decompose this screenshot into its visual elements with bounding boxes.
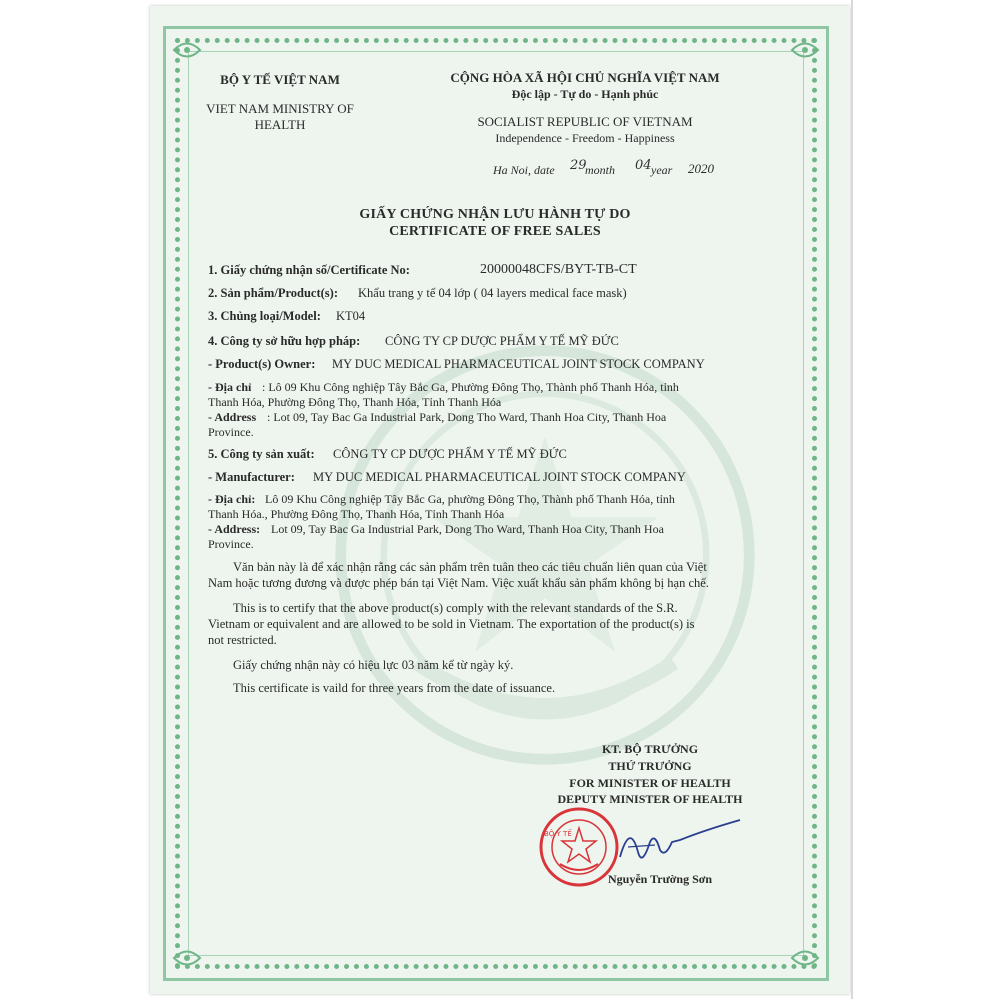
owner-vn-label: 4. Công ty sở hữu hợp pháp: [208, 334, 361, 348]
owner-address-vn-line1: : Lô 09 Khu Công nghiệp Tây Bắc Ga, Phường Đông Thọ, Thành phố Thanh Hóa, tỉnh [262, 380, 679, 394]
seal-text: BỘ Y TẾ [544, 830, 572, 838]
manufacturer-address-en-line1: Lot 09, Tay Bac Ga Industrial Park, Dong Tho Ward, Thanh Hoa City, Thanh Hoa [271, 522, 664, 536]
corner-ornament-icon [790, 943, 820, 973]
certificate-title-en: CERTIFICATE OF FREE SALES [389, 224, 601, 239]
model-label: 3. Chủng loại/Model: [208, 309, 321, 323]
signature-line2: THỨ TRƯỞNG [608, 759, 692, 773]
manufacturer-address-vn-line1: Lô 09 Khu Công nghiệp Tây Bắc Ga, phường Đông Thọ, Thành phố Thanh Hóa, tỉnh [265, 492, 675, 506]
issue-date-year: 2020 [688, 161, 714, 176]
corner-ornament-icon [172, 943, 202, 973]
product-value: Khẩu trang y tế 04 lớp ( 04 layers medical face mask) [358, 286, 627, 300]
manufacturer-en-value: MY DUC MEDICAL PHARMACEUTICAL JOINT STOCK COMPANY [313, 470, 686, 484]
signer-name: Nguyễn Trường Sơn [608, 872, 713, 886]
page-edge-divider [851, 0, 853, 999]
signature-line1: KT. BỘ TRƯỞNG [601, 742, 699, 756]
owner-en-label: - Product(s) Owner: [208, 357, 316, 371]
owner-address-en-line2: Province. [208, 425, 254, 439]
issue-date-month: 04 [635, 158, 652, 173]
statement-vn-line2: Nam hoặc tương đương và được phép bán tại Việt Nam. Việc xuất khẩu sản phẩm không bị hạn chế. [208, 576, 709, 590]
statement-vn-line1: Văn bản này là để xác nhận rằng các sản phẩm trên tuân theo các tiêu chuẩn liên quan của Việt [233, 560, 707, 574]
manufacturer-vn-label: 5. Công ty sản xuất: [208, 447, 315, 461]
statement-en-line1: This is to certify that the above product(s) comply with the relevant standards of the S.R. [233, 601, 678, 615]
ministry-name-en-line1: VIET NAM MINISTRY OF [206, 101, 354, 116]
manufacturer-en-label: - Manufacturer: [208, 470, 295, 484]
manufacturer-address-en-label: - Address: [208, 522, 261, 536]
statement-en-line3: not restricted. [208, 633, 277, 647]
validity-en: This certificate is vaild for three years from the date of issuance. [233, 681, 556, 695]
motto-en: Independence - Freedom - Happiness [495, 131, 675, 145]
manufacturer-address-vn-label: - Địa chỉ: [208, 492, 256, 506]
cert-no-value: 20000048CFS/BYT-TB-CT [480, 262, 637, 277]
signature-line4: DEPUTY MINISTER OF HEALTH [557, 792, 743, 806]
manufacturer-address-vn-line2: Thanh Hóa., Phường Đông Thọ, Thanh Hóa, Tỉnh Thanh Hóa [208, 507, 505, 521]
certificate-title-vn: GIẤY CHỨNG NHẬN LƯU HÀNH TỰ DO [359, 207, 631, 222]
republic-name-en: SOCIALIST REPUBLIC OF VIETNAM [477, 114, 693, 129]
owner-address-en-line1: : Lot 09, Tay Bac Ga Industrial Park, Dong Tho Ward, Thanh Hoa City, Thanh Hoa [267, 410, 667, 424]
issue-date-prefix: Ha Noi, date [493, 163, 555, 177]
owner-en-value: MY DUC MEDICAL PHARMACEUTICAL JOINT STOCK COMPANY [332, 357, 705, 371]
signature-line3: FOR MINISTER OF HEALTH [569, 776, 731, 790]
owner-address-vn-line2: Thanh Hóa, Phường Đông Thọ, Thanh Hóa, Tỉnh Thanh Hóa [208, 395, 502, 409]
handwritten-signature-icon [610, 812, 750, 872]
issue-date-day: 29 [570, 158, 587, 173]
ministry-name-en-line2: HEALTH [254, 117, 306, 132]
manufacturer-address-en-line2: Province. [208, 537, 254, 551]
corner-ornament-icon [172, 35, 202, 65]
product-label: 2. Sản phẩm/Product(s): [208, 286, 338, 300]
issue-date-year-label: year [651, 163, 673, 177]
owner-vn-value: CÔNG TY CP DƯỢC PHẨM Y TẾ MỸ ĐỨC [385, 334, 619, 348]
owner-address-en-label: - Address [208, 410, 257, 424]
statement-en-line2: Vietnam or equivalent and are allowed to be sold in Vietnam. The exportation of the product(s) is [208, 617, 695, 631]
issue-date-month-label: month [585, 163, 615, 177]
ministry-name-vn: BỘ Y TẾ VIỆT NAM [220, 72, 340, 87]
manufacturer-vn-value: CÔNG TY CP DƯỢC PHẨM Y TẾ MỸ ĐỨC [333, 447, 567, 461]
owner-address-vn-label: - Địa chỉ [208, 380, 252, 394]
cert-no-label: 1. Giấy chứng nhận số/Certificate No: [208, 263, 410, 277]
validity-vn: Giấy chứng nhận này có hiệu lực 03 năm kể từ ngày ký. [233, 658, 514, 672]
republic-name-vn: CỘNG HÒA XÃ HỘI CHỦ NGHĨA VIỆT NAM [450, 70, 720, 85]
motto-vn: Độc lập - Tự do - Hạnh phúc [511, 87, 659, 101]
corner-ornament-icon [790, 35, 820, 65]
model-value: KT04 [336, 309, 366, 323]
